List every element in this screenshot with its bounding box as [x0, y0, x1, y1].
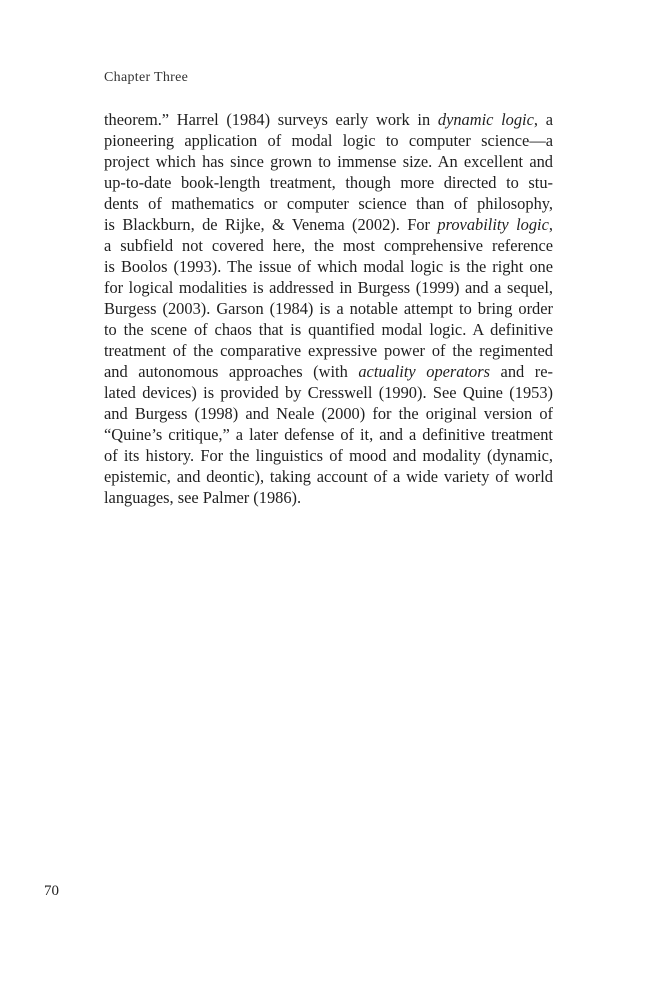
- text-line: a subfield not covered here, the most comprehensive reference: [104, 236, 553, 255]
- text-line: Burgess (2003). Garson (1984) is a notable attempt to bring order: [104, 299, 553, 318]
- text-line: dents of mathematics or computer science than of philosophy,: [104, 194, 553, 213]
- text-line: languages, see Palmer (1986).: [104, 488, 302, 507]
- text-line: and Burgess (1998) and Neale (2000) for the original version of: [104, 404, 553, 423]
- text-line: is Boolos (1993). The issue of which modal logic is the right one: [104, 257, 553, 276]
- text-line: up-to-date book-length treatment, though more directed to stu-: [104, 173, 553, 192]
- page-number: 70: [44, 883, 59, 899]
- text-line: lated devices) is provided by Cresswell (1990). See Quine (1953): [104, 383, 553, 402]
- text-line: and autonomous approaches (with actuality operators and re-: [104, 362, 553, 381]
- italic-term: actuality operators: [358, 362, 490, 381]
- body-paragraph: [104, 109, 553, 508]
- italic-term: dynamic logic: [437, 110, 534, 129]
- text-line: pioneering application of modal logic to computer science—a: [104, 131, 553, 150]
- running-head: Chapter Three: [104, 70, 189, 85]
- text-line: for logical modalities is addressed in Burgess (1999) and a sequel,: [104, 278, 553, 297]
- text-line: theorem.” Harrel (1984) surveys early work in dynamic logic, a: [104, 110, 553, 129]
- text-line: “Quine’s critique,” a later defense of it, and a definitive treatment: [104, 425, 553, 444]
- text-line: is Blackburn, de Rijke, & Venema (2002). For provability logic,: [104, 215, 553, 234]
- text-line: treatment of the comparative expressive power of the regimented: [104, 341, 553, 360]
- text-line: of its history. For the linguistics of mood and modality (dynamic,: [104, 446, 553, 465]
- text-line: project which has since grown to immense size. An excellent and: [104, 152, 553, 171]
- text-line: to the scene of chaos that is quantified modal logic. A definitive: [104, 320, 553, 339]
- text-line: epistemic, and deontic), taking account of a wide variety of world: [104, 467, 553, 486]
- italic-term: provability logic: [437, 215, 549, 234]
